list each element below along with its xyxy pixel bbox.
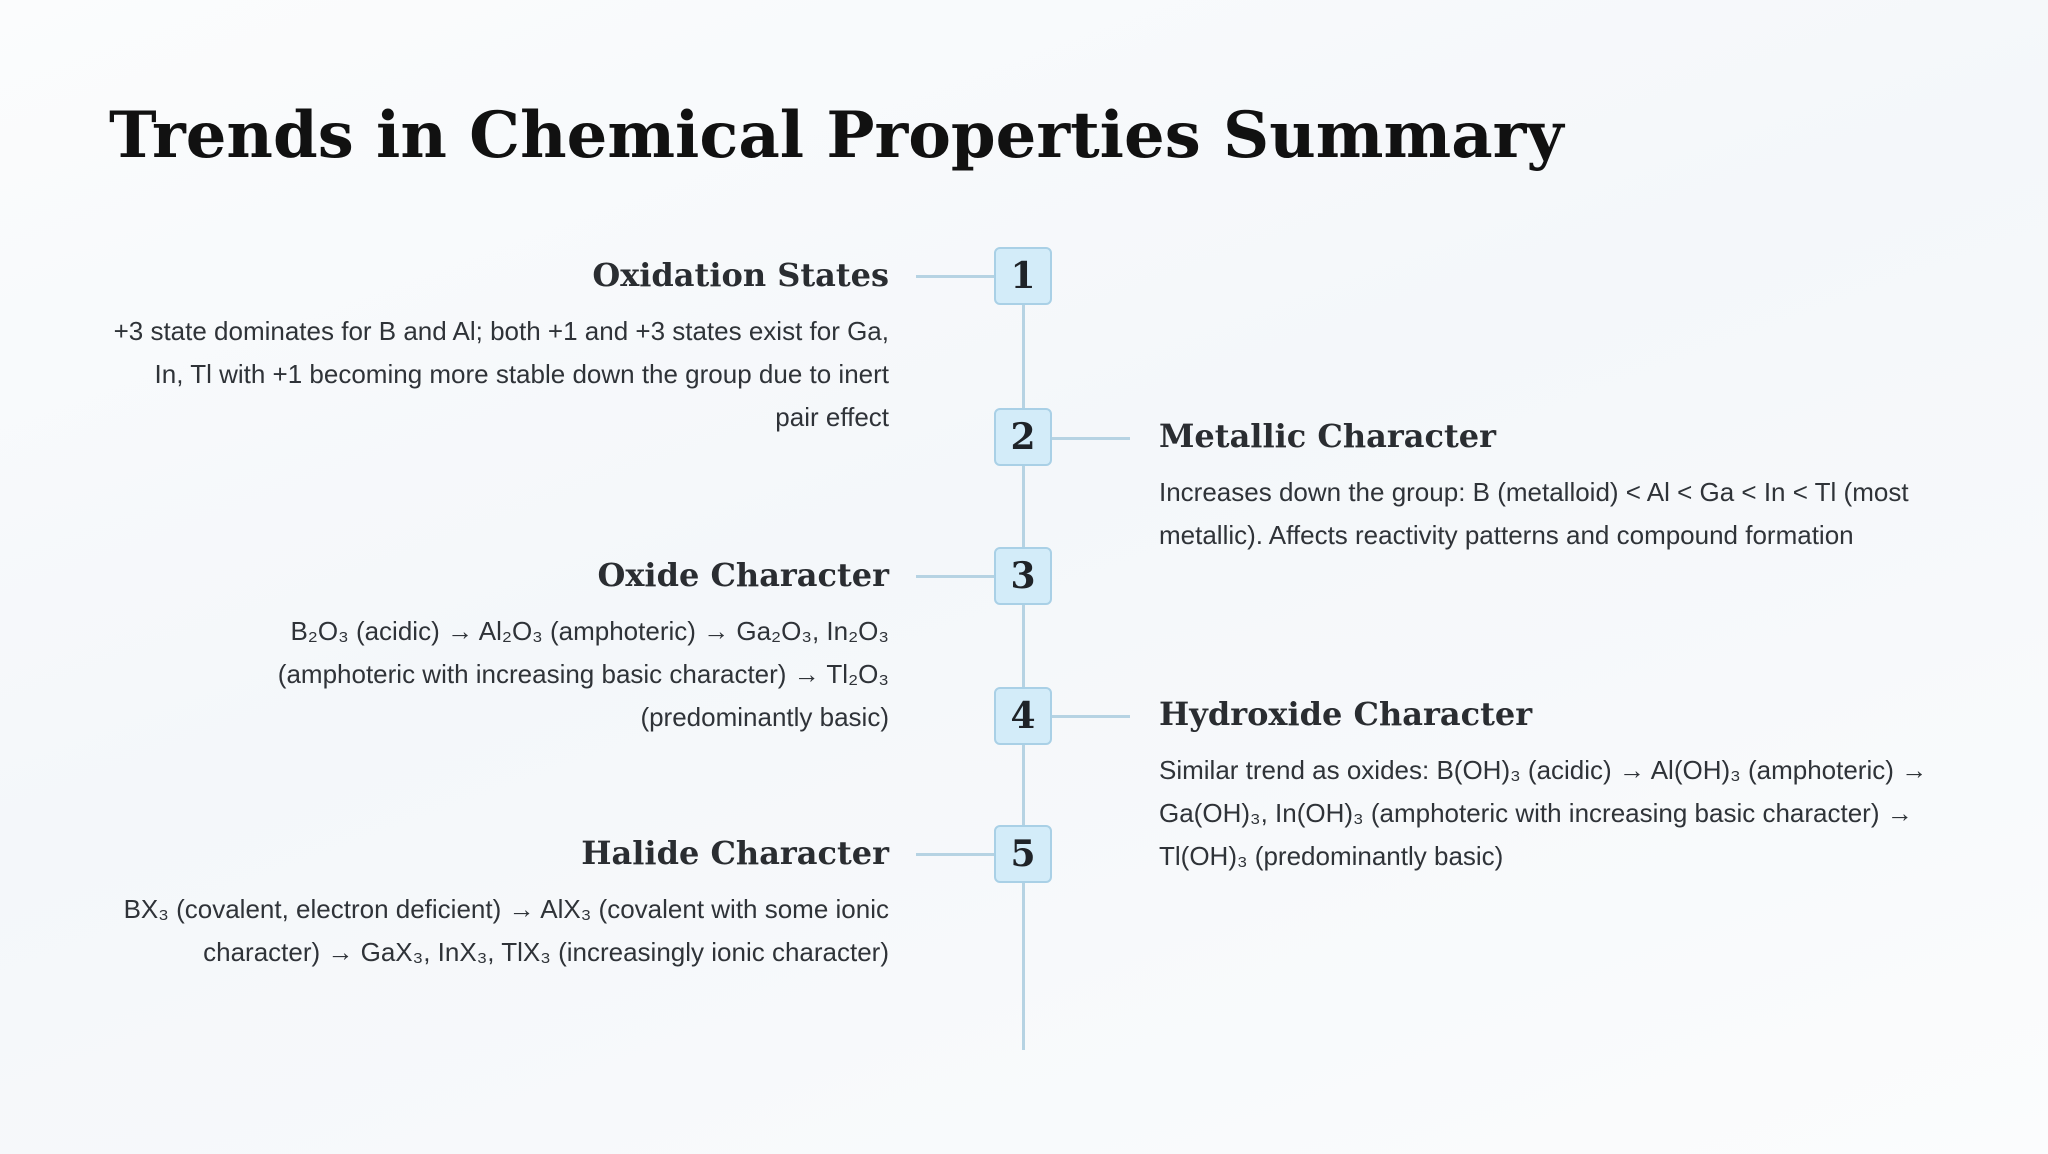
timeline-marker-3: 3 xyxy=(994,547,1052,605)
timeline-item-halide-character xyxy=(99,833,889,974)
timeline-connector-2 xyxy=(1050,437,1130,440)
timeline-connector-4 xyxy=(1050,715,1130,718)
timeline-marker-1: 1 xyxy=(994,247,1052,305)
timeline-item-description: Increases down the group: B (metalloid) < Al < Ga < In < Tl (most metallic). Affects reactivity patterns and compound formation xyxy=(1159,477,1909,550)
timeline-item-heading: Hydroxide Character xyxy=(1159,695,1533,733)
timeline-connector-1 xyxy=(916,275,996,278)
page-title: Trends in Chemical Properties Summary xyxy=(109,98,1564,173)
timeline-item-description: +3 state dominates for B and Al; both +1 and +3 states exist for Ga, In, Tl with +1 becoming more stable down the group due to inert pair effect xyxy=(113,316,889,432)
timeline-item-description: Similar trend as oxides: B(OH)₃ (acidic) → Al(OH)₃ (amphoteric) → Ga(OH)₃, In(OH)₃ (amphoteric with increasing basic character) → Tl(OH)₃ (predominantly basic) xyxy=(1159,755,1928,871)
timeline-marker-4: 4 xyxy=(994,687,1052,745)
timeline-connector-5 xyxy=(916,853,996,856)
timeline-item-oxidation-states xyxy=(109,255,889,439)
timeline-item-hydroxide-character xyxy=(1159,694,1959,878)
timeline-item-heading: Metallic Character xyxy=(1159,417,1496,455)
timeline-connector-3 xyxy=(916,575,996,578)
timeline-item-heading: Oxidation States xyxy=(592,256,889,294)
timeline-item-heading: Halide Character xyxy=(581,834,889,872)
timeline-axis xyxy=(1022,250,1025,1050)
timeline-marker-5: 5 xyxy=(994,825,1052,883)
timeline-item-description: B₂O₃ (acidic) → Al₂O₃ (amphoteric) → Ga₂O₃, In₂O₃ (amphoteric with increasing basic character) → Tl₂O₃ (predominantly basic) xyxy=(277,616,889,732)
timeline-item-heading: Oxide Character xyxy=(597,556,889,594)
timeline-item-description: BX₃ (covalent, electron deficient) → AlX₃ (covalent with some ionic character) → GaX₃, InX₃, TlX₃ (increasingly ionic character) xyxy=(123,894,889,967)
timeline-item-metallic-character xyxy=(1159,416,1939,557)
timeline-marker-2: 2 xyxy=(994,408,1052,466)
timeline-item-oxide-character xyxy=(169,555,889,739)
